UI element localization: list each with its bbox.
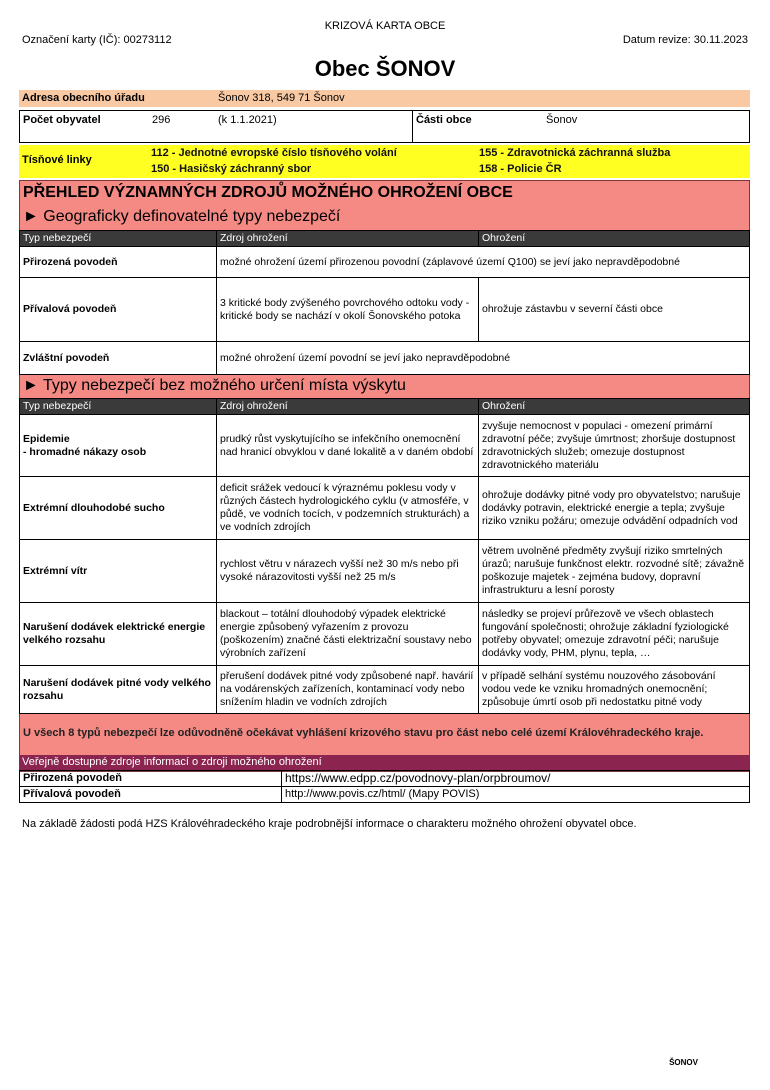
hazard-threat: následky se projeví průřezově ve všech oblastech fungování společnosti; ohrožuje základní fyziologické potřeby obyvatel; omezuje zdravotní péči; narušuje dodávky vody, PHM, plynu, tepla, … [479,603,750,666]
hazard-threat: větrem uvolněné předměty zvyšují riziko smrtelných úrazů; narušuje funkčnost elektr. rozvodné sítě; závažně poškozuje majetek - zejména budovy, dopravní infrastrukturu a lesní porosty [479,540,750,603]
card-id: Označení karty (IČ): 00273112 [22,34,172,46]
hazard-type: Extrémní dlouhodobé sucho [20,477,217,540]
hazard-type: Přirozená povodeň [20,247,217,278]
hazard-source: prudký růst vyskytujícího se infekčního onemocnění nad hranicí obvyklou v dané lokalitě a v daném období [217,415,479,477]
population-divider [412,111,413,142]
hazard-type: Narušení dodávek pitné vody velkého rozsahu [20,666,217,714]
emergency-150: 150 - Hasičský záchranný sbor [151,163,312,175]
col-type: Typ nebezpečí [20,399,217,415]
hazard-text: možné ohrožení území přirozenou povodní (záplavové území Q100) se jeví jako nepravděpodobné [217,247,750,278]
overview-title: PŘEHLED VÝZNAMNÝCH ZDROJŮ MOŽNÉHO OHROŽENÍ OBCE [23,184,513,201]
hazard-text: možné ohrožení území povodní se jeví jako nepravděpodobné [217,342,750,375]
conclusion-note: U všech 8 typů nebezpečí lze odůvodněně očekávat vyhlášení krizového stavu pro část nebo celé území Královéhradeckého kraje. [23,727,704,739]
hazard-type: Přívalová povodeň [20,278,217,342]
hazard-source: přerušení dodávek pitné vody způsobené např. havárií na vodárenských zařízeních, kontaminací vody nebo snížením hladin ve vodních zdrojích [217,666,479,714]
col-source: Zdroj ohrožení [217,399,479,415]
table-row [20,342,750,375]
sources-table [19,770,750,803]
source-link[interactable]: https://www.edpp.cz/povodnovy-plan/orpbroumov/ [282,771,750,787]
hazard-type: Epidemie - hromadné nákazy osob [20,415,217,477]
hazard-threat: ohrožuje zástavbu v severní části obce [479,278,750,342]
col-type: Typ nebezpečí [20,231,217,247]
population-row [19,110,750,143]
hazard-source: rychlost větru v nárazech vyšší než 30 m/s nebo při vysoké nárazovitosti vyšší než 25 m/s [217,540,479,603]
page-mark: ŠONOV [669,1058,698,1067]
table-header [20,399,750,415]
table-row [20,415,750,477]
hazard-source: blackout – totální dlouhodobý výpadek elektrické energie způsobený vyřazením z provozu (poškozením) značné části elektrizační soustavy nebo výrobních zařízení [217,603,479,666]
sources-title: Veřejně dostupné zdroje informací o zdroji možného ohrožení [19,755,750,770]
hazard-source: deficit srážek vedoucí k výraznému poklesu vody v různých částech hydrologického cyklu (v atmosféře, v půdě, ve vodních tocích, v podzemních strukturách) a ve vodních zdrojích [217,477,479,540]
hazard-type: Extrémní vítr [20,540,217,603]
source-link[interactable]: http://www.povis.cz/html/ (Mapy POVIS) [282,787,750,803]
col-source: Zdroj ohrožení [217,231,479,247]
hazard-threat: ohrožuje dodávky pitné vody pro obyvatelstvo; narušuje dodávky potravin, elektrické energie a tepla; zvyšuje riziko vzniku požáru; omezuje odvádění odpadních vod [479,477,750,540]
parts-value: Šonov [546,114,578,126]
population-label: Počet obyvatel [23,114,101,126]
address-row [19,90,750,107]
footer-note: Na základě žádosti podá HZS Královéhradeckého kraje podrobnější informace o charakteru možného ohrožení obyvatel obce. [22,818,637,830]
geo-section-title: ► Geograficky definovatelné typy nebezpečí [23,208,341,225]
table-row [20,603,750,666]
hazard-threat: zvyšuje nemocnost v populaci - omezení primární zdravotní péče; zvyšuje úmrtnost; zhoršuje dostupnost zdravotnických služeb; omezuje dostupnost zdravotnického materiálu [479,415,750,477]
geo-hazard-table [19,230,750,375]
population-count: 296 [152,114,171,126]
table-header [20,231,750,247]
revision-date: Datum revize: 30.11.2023 [622,34,748,46]
table-row [20,771,750,787]
source-type: Přirozená povodeň [20,771,282,787]
address-label: Adresa obecního úřadu [22,92,145,104]
emergency-lines-row [19,145,750,178]
emergency-label: Tísňové linky [22,154,92,166]
emergency-158: 158 - Policie ČR [479,163,562,175]
hazard-source: 3 kritické body zvýšeného povrchového odtoku vody - kritické body se nachází v okolí Šonovského potoka [217,278,479,342]
doc-type: KRIZOVÁ KARTA OBCE [324,20,446,32]
hazard-type: Narušení dodávek elektrické energie velkého rozsahu [20,603,217,666]
table-row [20,540,750,603]
table-row [20,666,750,714]
table-row [20,247,750,278]
table-row [20,278,750,342]
page-title: Obec ŠONOV [314,56,456,81]
table-row [20,477,750,540]
table-row [20,787,750,803]
source-type: Přívalová povodeň [20,787,282,803]
hazard-threat: v případě selhání systému nouzového zásobování vodou vede ke vzniku hromadných onemocnění; způsobuje úmrtí osob při nedostatku pitné vody [479,666,750,714]
nongeo-section-title: ► Typy nebezpečí bez možného určení místa výskytu [23,377,406,394]
emergency-155: 155 - Zdravotnická záchranná služba [479,147,671,159]
emergency-112: 112 - Jednotné evropské číslo tísňového volání [151,147,397,159]
hazard-type: Zvláštní povodeň [20,342,217,375]
address-value: Šonov 318, 549 71 Šonov [218,92,345,104]
col-threat: Ohrožení [479,231,750,247]
parts-label: Části obce [416,114,472,126]
col-threat: Ohrožení [479,399,750,415]
population-date: (k 1.1.2021) [218,114,277,126]
nongeo-hazard-table [19,398,750,714]
